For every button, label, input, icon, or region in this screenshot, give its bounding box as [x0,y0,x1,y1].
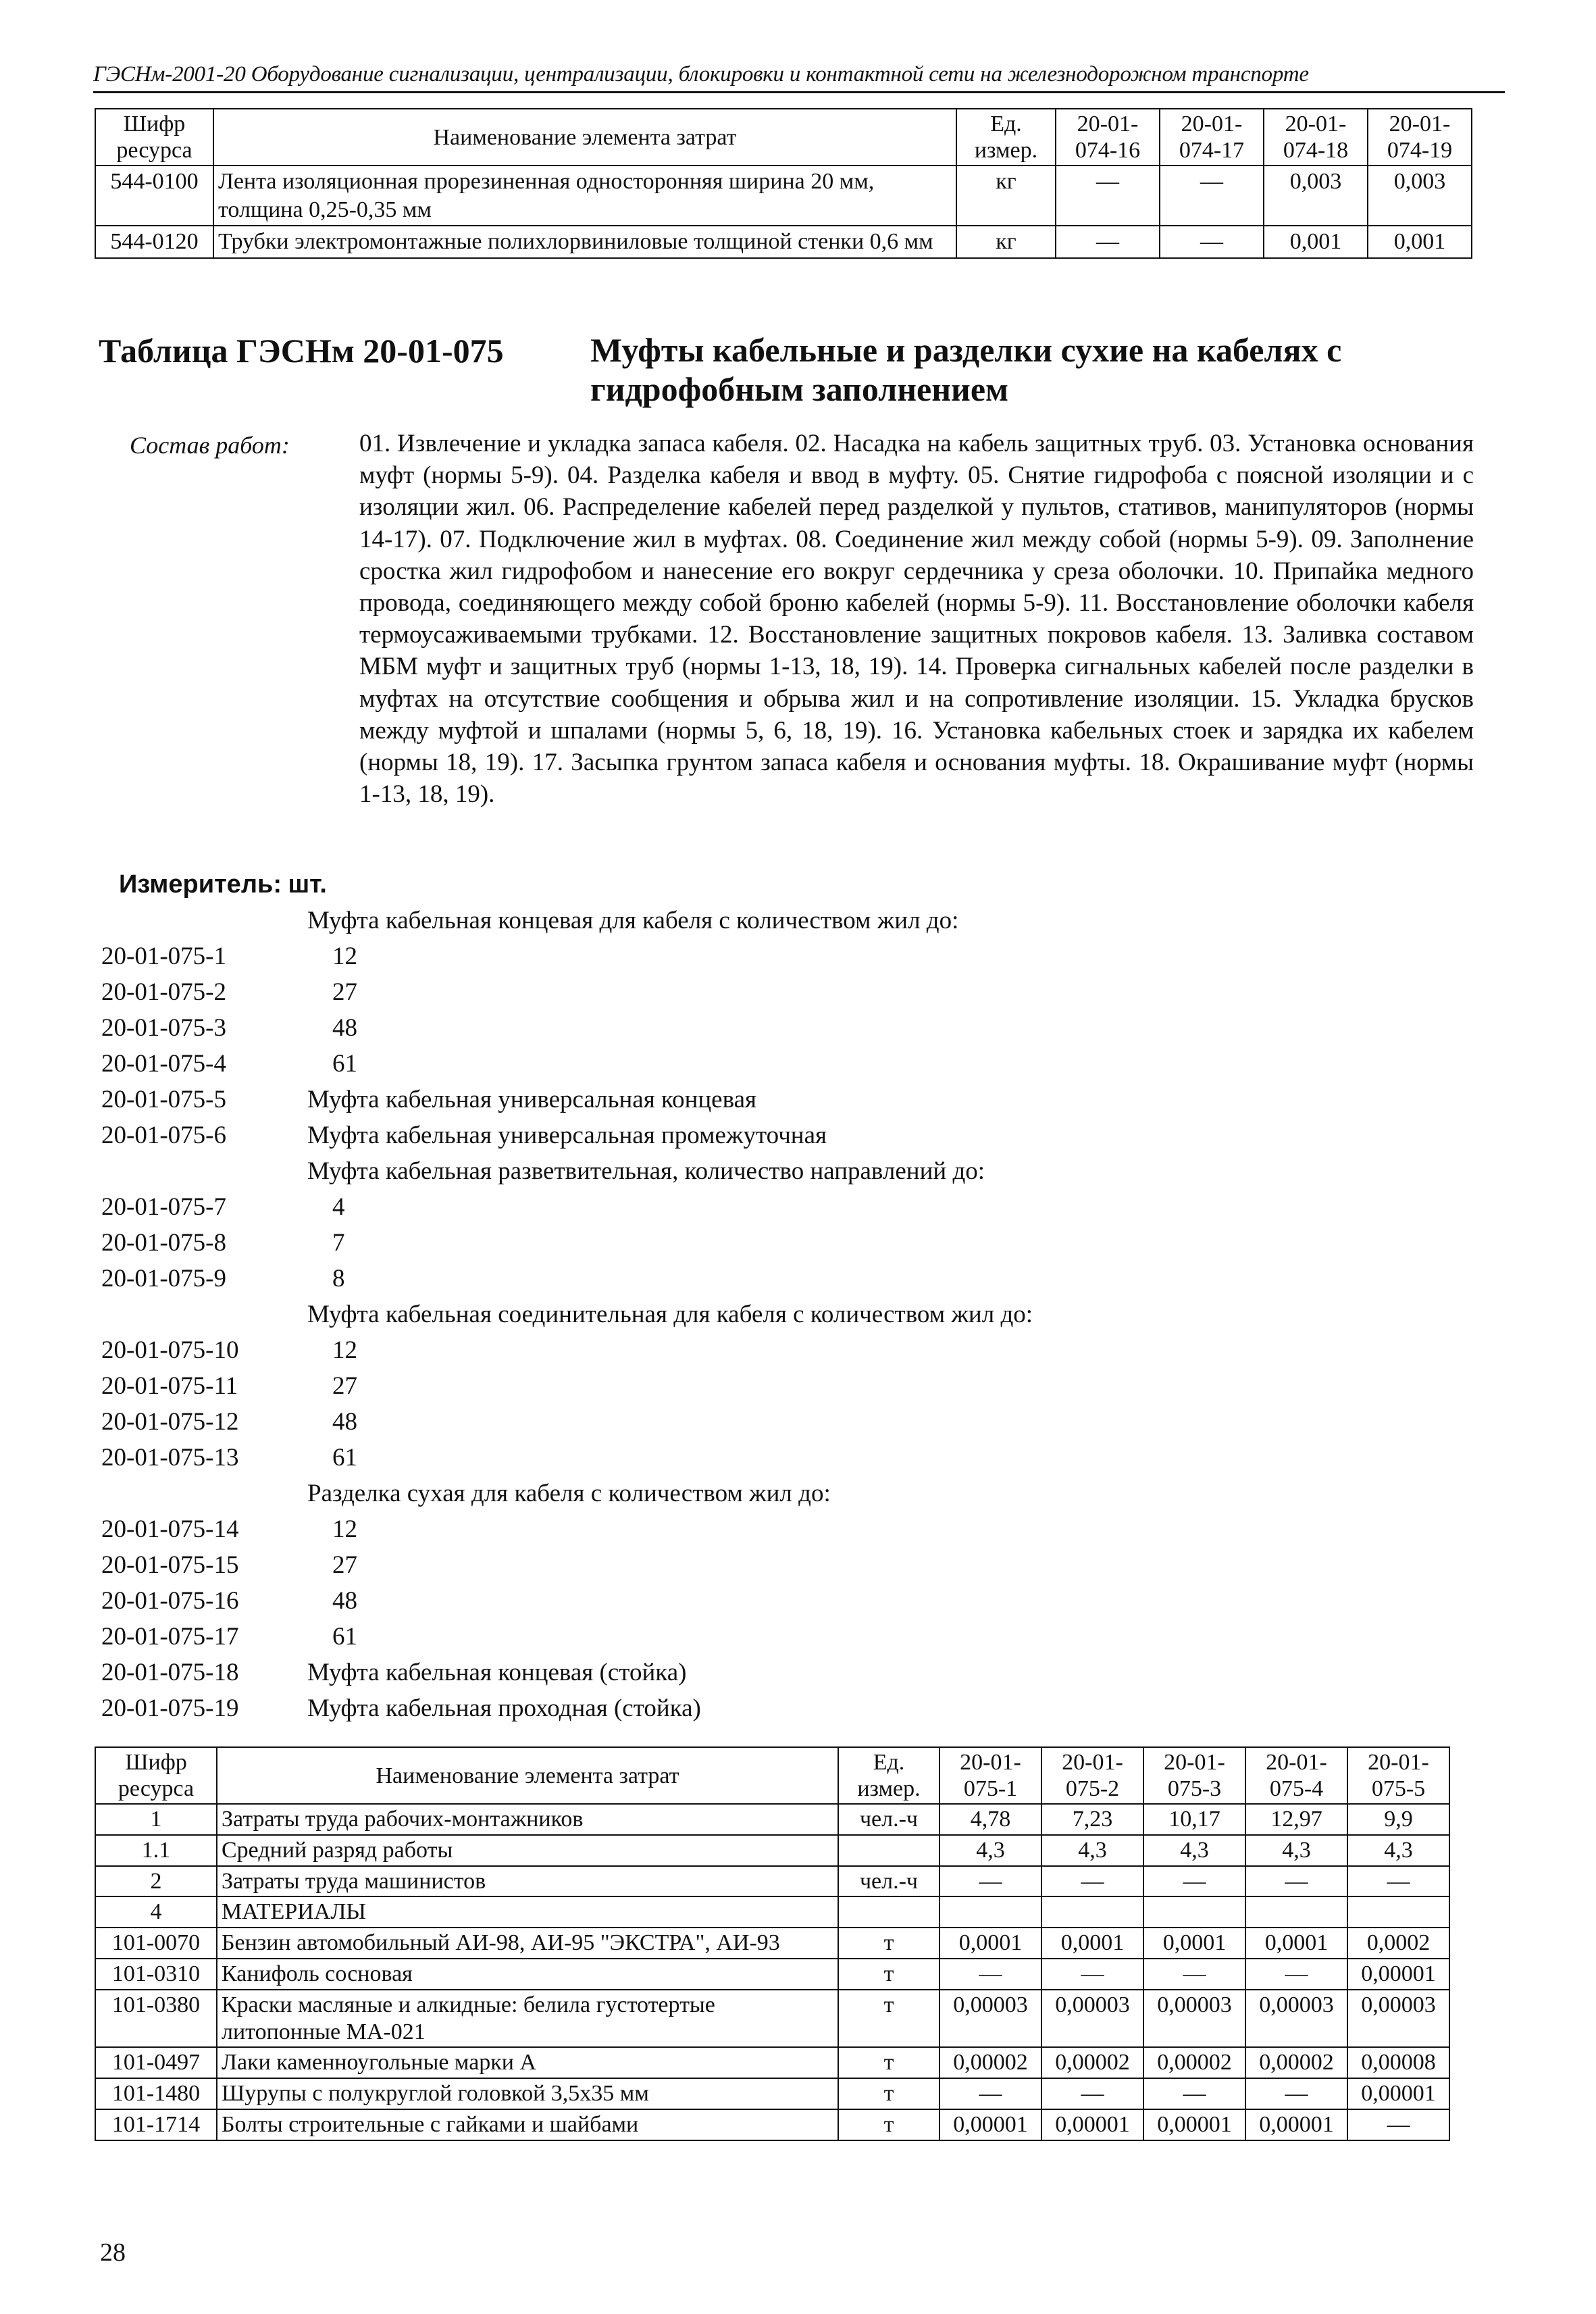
value-cell: — [1041,2078,1143,2109]
value-cell: 0,00002 [1041,2047,1143,2078]
norm-description: Муфта кабельная проходная (стойка) [307,1694,701,1722]
value-cell: — [1245,2078,1347,2109]
value-cell: 0,0001 [1245,1928,1347,1959]
value-cell: — [1143,2078,1245,2109]
norm-row [101,1440,1452,1476]
unit-cell: т [838,1959,939,1990]
norm-value: 48 [332,1408,357,1436]
norm-code: 20-01-075-11 [101,1372,238,1400]
resource-code-cell: 4 [95,1896,217,1928]
norm-code: 20-01-075-9 [101,1265,226,1292]
table-row [95,1804,1449,1835]
value-cell: 0,00001 [1347,2078,1449,2109]
unit-cell: кг [956,166,1056,226]
value-cell: 0,00001 [939,2109,1041,2140]
col-header: Шифр ресурса [95,109,213,166]
col-header: Ед. измер. [956,109,1056,166]
norm-code: 20-01-075-3 [101,1014,226,1042]
table-row [95,2078,1449,2109]
value-cell: 4,3 [1143,1835,1245,1866]
norm-description: Муфта кабельная концевая (стойка) [307,1659,687,1686]
resource-name-cell: Затраты труда машинистов [217,1866,838,1897]
norm-group-heading: Муфта кабельная соединительная для кабеля с количеством жил до: [307,1301,1033,1328]
value-cell: 12,97 [1245,1804,1347,1835]
norm-code: 20-01-075-2 [101,978,226,1006]
norm-row [101,1225,1452,1261]
resources-table-074 [95,108,1472,259]
norm-row [101,1511,1452,1547]
col-header: Шифр ресурса [95,1747,217,1804]
value-cell: — [1056,166,1160,226]
unit-cell [838,1896,939,1928]
resource-name-cell: МАТЕРИАЛЫ [217,1896,838,1928]
col-header: 20-01-075-1 [939,1747,1041,1804]
norm-value: 4 [332,1193,345,1221]
value-cell: 0,00008 [1347,2047,1449,2078]
norm-code: 20-01-075-5 [101,1086,226,1113]
work-composition-text: 01. Извлечение и укладка запаса кабеля. 02. Насадка на кабель защитных труб. 03. Установка основания муфт (нормы 5-9). 04. Разделка кабеля и ввод в муфту. 05. Снятие гидрофоба с поясной изоляции и с изоляции жил. 06. Распределение кабелей перед разделкой у пультов, стативов, манипуляторов (нормы 14-17). 07. Подключение жил в муфтах. 08. Соединение жил между собой (нормы 5-9). 09. Заполнение сростка жил гидрофобом и нанесение его вокруг сердечника у среза оболочки. 10. Припайка медного провода, соединяющего между собой броню кабелей (нормы 5-9). 11. Восстановление оболочки кабеля термоусаживаемыми трубками. 12. Восстановление защитных покровов кабеля. 13. Заливка составом МБМ муфт и защитных труб (нормы 1-13, 18, 19). 14. Проверка сигнальных кабелей после разделки в муфтах на отсутствие сообщения и обрыва жил и на сопротивление изоляции. 15. Укладка брусков между муфтой и шпалами (нормы 5, 6, 18, 19). 16. Установка кабельных стоек и зарядка их кабелем (нормы 18, 19). 17. Засыпка грунтом запаса кабеля и основания муфты. 18. Окрашивание муфт (нормы 1-13, 18, 19). [359,430,1474,809]
value-cell: — [939,2078,1041,2109]
norm-value: 27 [332,1551,357,1579]
norm-row [101,1404,1452,1440]
value-cell [1347,1896,1449,1928]
col-header: 20-01-074-16 [1056,109,1160,166]
norm-code: 20-01-075-1 [101,942,226,970]
unit-cell: т [838,1990,939,2048]
norm-description: Муфта кабельная универсальная промежуточная [307,1122,827,1149]
resource-name-cell: Лаки каменноугольные марки А [217,2047,838,2078]
col-header: 20-01-075-2 [1041,1747,1143,1804]
norm-row [101,1547,1452,1583]
table-title: Муфты кабельные и разделки сухие на кабелях с гидрофобным заполнением [590,331,1342,408]
value-cell: 0,00003 [1347,1990,1449,2048]
norm-value: 7 [332,1229,345,1257]
value-cell: — [939,1866,1041,1897]
norm-description: Муфта кабельная универсальная концевая [307,1086,757,1113]
table-row [95,1928,1449,1959]
norm-code: 20-01-075-17 [101,1623,239,1651]
unit-cell: т [838,1928,939,1959]
norm-group-heading: Муфта кабельная концевая для кабеля с количеством жил до: [307,907,959,934]
norm-value: 61 [332,1444,357,1472]
norm-value: 61 [332,1623,357,1651]
value-cell: 0,00003 [1143,1990,1245,2048]
unit-cell: т [838,2047,939,2078]
value-cell: — [1245,1959,1347,1990]
norm-value: 12 [332,1515,357,1543]
norm-code: 20-01-075-14 [101,1515,239,1543]
resource-name-cell: Затраты труда рабочих-монтажников [217,1804,838,1835]
measure-value: шт. [288,870,327,899]
value-cell: 0,00003 [1245,1990,1347,2048]
norm-row [101,1368,1452,1404]
norm-row [101,1046,1452,1082]
value-cell: 0,003 [1264,166,1368,226]
resource-code-cell: 101-0380 [95,1990,217,2048]
value-cell [1143,1896,1245,1928]
value-cell: 0,00003 [1041,1990,1143,2048]
value-cell: 0,00001 [1347,1959,1449,1990]
norm-code: 20-01-075-16 [101,1587,239,1615]
running-header: ГЭСНм-2001-20 Оборудование сигнализации, централизации, блокировки и контактной сети на железнодорожном транспорте [93,62,1505,93]
norm-row [101,1655,1452,1690]
table-row [95,1959,1449,1990]
norms-list [101,903,1452,1726]
col-header: 20-01-075-3 [1143,1747,1245,1804]
resource-name-cell: Болты строительные с гайками и шайбами [217,2109,838,2140]
resource-code-cell: 101-1480 [95,2078,217,2109]
value-cell: 0,00002 [939,2047,1041,2078]
table-row [95,1896,1449,1928]
resource-code-cell: 101-1714 [95,2109,217,2140]
value-cell: 7,23 [1041,1804,1143,1835]
resource-code-cell: 1 [95,1804,217,1835]
resource-code-cell: 544-0120 [95,226,213,257]
resource-name-cell: Трубки электромонтажные полихлорвиниловые толщиной стенки 0,6 мм [213,226,956,257]
norm-code: 20-01-075-13 [101,1444,239,1472]
table-row [95,2047,1449,2078]
table-row [95,1990,1449,2048]
resource-name-cell: Средний разряд работы [217,1835,838,1866]
col-header: 20-01-075-4 [1245,1747,1347,1804]
norm-code: 20-01-075-10 [101,1336,239,1364]
work-composition-label: Состав работ: [130,432,290,459]
value-cell: 0,001 [1264,226,1368,257]
value-cell: 10,17 [1143,1804,1245,1835]
value-cell: 0,0001 [1041,1928,1143,1959]
norm-row [101,1332,1452,1368]
norm-code: 20-01-075-6 [101,1122,226,1149]
col-header: 20-01-074-18 [1264,109,1368,166]
value-cell: 0,00001 [1041,2109,1143,2140]
resource-name-cell: Шурупы с полукруглой головкой 3,5х35 мм [217,2078,838,2109]
value-cell: — [1041,1866,1143,1897]
value-cell [939,1896,1041,1928]
unit-cell: т [838,2109,939,2140]
norm-code: 20-01-075-8 [101,1229,226,1257]
norm-row [101,974,1452,1010]
norm-code: 20-01-075-19 [101,1694,239,1722]
table-caption: Таблица ГЭСНм 20-01-075 [99,332,504,370]
value-cell: 4,3 [1041,1835,1143,1866]
norm-value: 61 [332,1050,357,1078]
norm-row [101,1261,1452,1297]
unit-cell: т [838,2078,939,2109]
value-cell: 0,0001 [939,1928,1041,1959]
value-cell: 0,001 [1368,226,1472,257]
resource-name-cell: Лента изоляционная прорезиненная односторонняя ширина 20 мм, толщина 0,25-0,35 мм [213,166,956,226]
col-header: 20-01-074-19 [1368,109,1472,166]
norm-row [101,1117,1452,1153]
col-header: 20-01-075-5 [1347,1747,1449,1804]
norm-code: 20-01-075-12 [101,1408,239,1436]
norm-row [101,938,1452,974]
norm-row [101,1153,1452,1189]
table-row [95,2109,1449,2140]
value-cell: — [1160,166,1264,226]
unit-cell: чел.-ч [838,1804,939,1835]
norm-row [101,1082,1452,1117]
norm-row [101,1476,1452,1511]
norm-value: 12 [332,1336,357,1364]
norm-group-heading: Разделка сухая для кабеля с количеством жил до: [307,1480,831,1507]
table-row [95,1835,1449,1866]
value-cell: 4,3 [1245,1835,1347,1866]
value-cell: 0,00001 [1143,2109,1245,2140]
resource-name-cell: Краски масляные и алкидные: белила густотертые литопонные МА-021 [217,1990,838,2048]
value-cell: — [1347,2109,1449,2140]
table-row [95,226,1472,257]
table-header-row [95,109,1472,166]
resource-code-cell: 101-0070 [95,1928,217,1959]
resource-name-cell: Канифоль сосновая [217,1959,838,1990]
unit-cell: кг [956,226,1056,257]
table-row [95,1866,1449,1897]
norm-value: 48 [332,1587,357,1615]
value-cell: 0,0002 [1347,1928,1449,1959]
norm-row [101,1189,1452,1225]
norm-value: 48 [332,1014,357,1042]
norm-code: 20-01-075-4 [101,1050,226,1078]
norm-value: 27 [332,978,357,1006]
norm-row [101,1297,1452,1332]
value-cell: 4,3 [1347,1835,1449,1866]
table-header-row [95,1747,1449,1804]
norm-value: 8 [332,1265,345,1292]
resource-code-cell: 2 [95,1866,217,1897]
norm-code: 20-01-075-15 [101,1551,239,1579]
value-cell: 4,78 [939,1804,1041,1835]
value-cell: 0,003 [1368,166,1472,226]
table-row [95,166,1472,226]
col-header: Ед. измер. [838,1747,939,1804]
value-cell: — [1143,1959,1245,1990]
unit-cell: чел.-ч [838,1866,939,1897]
value-cell: 0,00002 [1143,2047,1245,2078]
value-cell: 0,00001 [1245,2109,1347,2140]
measure-label: Измеритель: [119,870,282,899]
value-cell: — [1056,226,1160,257]
page-number: 28 [100,2238,126,2267]
norm-row [101,903,1452,938]
norm-row [101,1619,1452,1655]
norm-row [101,1583,1452,1619]
norm-group-heading: Муфта кабельная разветвительная, количество направлений до: [307,1157,985,1185]
norm-code: 20-01-075-7 [101,1193,226,1221]
resources-table-075 [95,1746,1450,2141]
value-cell: — [1160,226,1264,257]
value-cell: 0,00003 [939,1990,1041,2048]
norm-code: 20-01-075-18 [101,1659,239,1686]
value-cell: 9,9 [1347,1804,1449,1835]
value-cell [1245,1896,1347,1928]
col-header: Наименование элемента затрат [213,109,956,166]
resource-name-cell: Бензин автомобильный АИ-98, АИ-95 "ЭКСТРА", АИ-93 [217,1928,838,1959]
resource-code-cell: 544-0100 [95,166,213,226]
value-cell: 0,0001 [1143,1928,1245,1959]
value-cell: — [939,1959,1041,1990]
value-cell: 4,3 [939,1835,1041,1866]
unit-cell [838,1835,939,1866]
value-cell: 0,00002 [1245,2047,1347,2078]
resource-code-cell: 101-0310 [95,1959,217,1990]
norm-row [101,1010,1452,1046]
value-cell: — [1347,1866,1449,1897]
norm-row [101,1690,1452,1726]
norm-value: 12 [332,942,357,970]
col-header: 20-01-074-17 [1160,109,1264,166]
value-cell: — [1041,1959,1143,1990]
value-cell [1041,1896,1143,1928]
resource-code-cell: 1.1 [95,1835,217,1866]
norm-value: 27 [332,1372,357,1400]
value-cell: — [1143,1866,1245,1897]
measure-unit [119,870,327,899]
value-cell: — [1245,1866,1347,1897]
col-header: Наименование элемента затрат [217,1747,838,1804]
resource-code-cell: 101-0497 [95,2047,217,2078]
